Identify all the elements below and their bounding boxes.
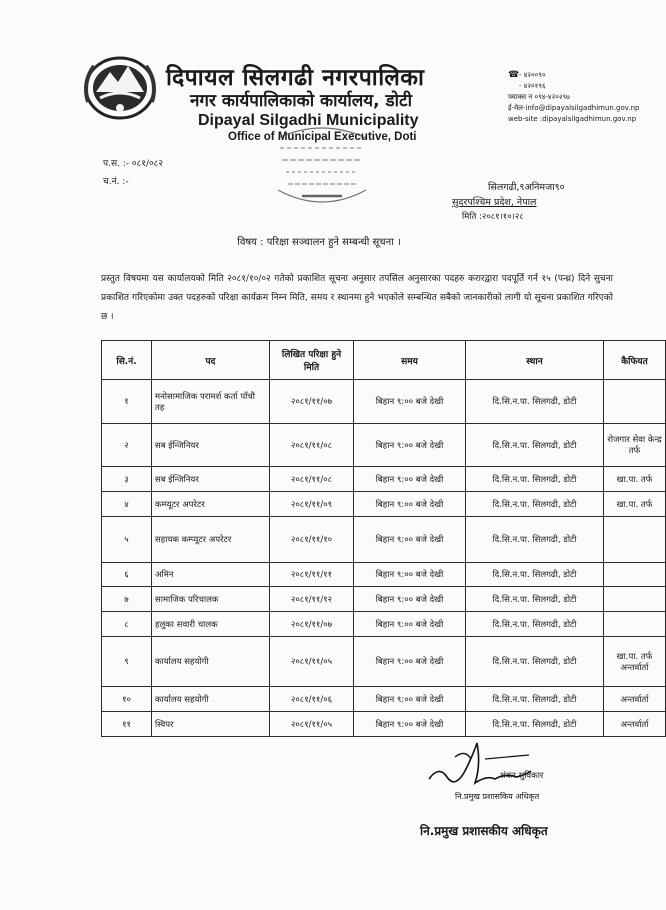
reference-cn: च.नं. :- <box>103 177 129 187</box>
cell-time: बिहान ९:०० बजे देखी <box>354 687 466 712</box>
cell-place: दि.सि.न.पा. सिलगढी, डोटी <box>466 467 604 492</box>
cell-place: दि.सि.न.पा. सिलगढी, डोटी <box>466 424 604 467</box>
cell-time: बिहान ९:०० बजे देखी <box>354 492 466 517</box>
cell-sn: ९ <box>102 637 152 687</box>
table-row <box>102 687 666 712</box>
cell-place: दि.सि.न.पा. सिलगढी, डोटी <box>466 587 604 612</box>
cell-place: दि.सि.न.पा. सिलगढी, डोटी <box>466 517 604 563</box>
cell-post: सहायक कम्प्यूटर अपरेटर <box>152 517 270 563</box>
cell-date: २०८१/११/१० <box>270 517 354 563</box>
cell-date: २०८१/११/११ <box>270 563 354 587</box>
cell-date: २०८१/११/०७ <box>270 380 354 424</box>
header-place: स्थान <box>466 341 604 380</box>
cell-sn: २ <box>102 424 152 467</box>
address-province: सुदरपश्चिम प्रदेश, नेपाल <box>452 197 537 208</box>
cell-post: अमिन <box>152 563 270 587</box>
cell-remarks <box>604 517 666 563</box>
cell-remarks: अन्तर्वार्ता <box>604 712 666 737</box>
header-post: पद <box>152 341 270 380</box>
cell-place: दि.सि.न.पा. सिलगढी, डोटी <box>466 563 604 587</box>
cell-time: बिहान ९:०० बजे देखी <box>354 637 466 687</box>
header-time: समय <box>354 341 466 380</box>
cell-post: मनोसामाजिक परामर्श कर्ता पाँचौ तह <box>152 380 270 424</box>
phone-icon: ☎ <box>508 70 520 80</box>
office-title-english: Dipayal Silgadhi Municipality <box>198 112 419 129</box>
cell-place: दि.सि.न.पा. सिलगढी, डोटी <box>466 492 604 517</box>
table-row <box>102 424 666 467</box>
cell-remarks <box>604 612 666 637</box>
address-block <box>452 180 565 225</box>
phone-line-2: - ४२०१९६ <box>519 82 546 90</box>
cell-date: २०८१/११/०८ <box>270 424 354 467</box>
cell-sn: ४ <box>102 492 152 517</box>
reference-ps: प.स. :- ०८१/०८२ <box>103 159 164 169</box>
cell-sn: ७ <box>102 587 152 612</box>
contact-block <box>508 70 640 125</box>
notice-body: प्रस्तुत विषयमा यस कार्यालयको मिति २०८१/१०/०२ गतेको प्रकाशित सूचना अनुसार तपसिल अनुसारका पदहरु करारद्वारा पदपूर्ति गर्न १५ (पन्ध्र) दिने सुचना प्रकाशित गरिएकोमा उक्त पदहरुको परिक्षा कार्यक्रम निम्न मिति, समय र स्थानमा हुने भएकोले सम्बन्धित सबैको जानकारीको लागी यो सूचना प्रकाशित गरिएको छ । <box>101 274 613 322</box>
header-remarks: कैफियत <box>604 341 666 380</box>
cell-sn: ८ <box>102 612 152 637</box>
header-sn: सि.नं. <box>102 341 152 380</box>
cell-remarks: खा.पा. तर्फ <box>604 467 666 492</box>
cell-time: बिहान ९:०० बजे देखी <box>354 712 466 737</box>
cell-date: २०८१/११/१२ <box>270 587 354 612</box>
cell-date: २०८१/११/०७ <box>270 612 354 637</box>
cell-post: कार्यालय सहयोगी <box>152 637 270 687</box>
cell-sn: ११ <box>102 712 152 737</box>
cell-time: बिहान ९:०० बजे देखी <box>354 424 466 467</box>
cell-place: दि.सि.न.पा. सिलगढी, डोटी <box>466 687 604 712</box>
cell-sn: ३ <box>102 467 152 492</box>
office-title-nepali: दिपायल सिलगढी नगरपालिका <box>166 65 425 91</box>
table-row <box>102 380 666 424</box>
cell-post: सब ईन्जिनियर <box>152 424 270 467</box>
handwritten-signature <box>425 735 535 795</box>
cell-remarks: रोजगार सेवा केन्द्र तर्फ <box>604 424 666 467</box>
cell-date: २०८१/११/०५ <box>270 712 354 737</box>
reference-block <box>103 155 163 191</box>
cell-place: दि.सि.न.पा. सिलगढी, डोटी <box>466 637 604 687</box>
cell-remarks <box>604 380 666 424</box>
office-subtitle-nepali: नगर कार्यपालिकाको कार्यालय, डोटी <box>190 91 412 111</box>
cell-remarks <box>604 563 666 587</box>
header-date: लिखित परिक्षा हुने मिति <box>270 341 354 380</box>
cell-date: २०८१/११/०८ <box>270 467 354 492</box>
cell-remarks: खा.पा. तर्फ <box>604 492 666 517</box>
table-row <box>102 492 666 517</box>
cell-remarks <box>604 587 666 612</box>
cell-remarks: अन्तर्वार्ता <box>604 687 666 712</box>
cell-post: सब ईन्जिनियर <box>152 467 270 492</box>
cell-date: २०८१/११/०९ <box>270 492 354 517</box>
table-row <box>102 612 666 637</box>
office-subtitle-english: Office of Municipal Executive, Doti <box>228 131 417 143</box>
cell-time: बिहान ९:०० बजे देखी <box>354 517 466 563</box>
phone-line-1: ☎- ४२००९० <box>508 70 546 80</box>
table-row <box>102 587 666 612</box>
cell-time: बिहान ९:०० बजे देखी <box>354 467 466 492</box>
cell-time: बिहान ९:०० बजे देखी <box>354 563 466 587</box>
office-seal-stamp <box>268 118 376 210</box>
table-row <box>102 563 666 587</box>
subject-line: विषय : परिक्षा सञ्चालन हुने सम्बन्धी सूचना । <box>237 237 401 248</box>
cell-post: हलुका सवारी चालक <box>152 612 270 637</box>
website-line: web-site :dipayalsilgadhimun.gov.np <box>508 115 637 123</box>
cell-remarks: खा.पा. तर्फ अन्तर्वार्ता <box>604 637 666 687</box>
cell-sn: १० <box>102 687 152 712</box>
cell-post: स्विपर <box>152 712 270 737</box>
address-city: सिलगढी,९अनिमजा९० <box>488 182 565 193</box>
fax-line: फ्याक्स न ०९४-४२०२९७ <box>508 93 570 101</box>
signatory-title-small: नि.प्रमुख प्रशासकिय अधिकृत <box>455 792 540 801</box>
signatory-name: शंकर सुविकार <box>500 771 544 781</box>
cell-date: २०८१/११/०५ <box>270 637 354 687</box>
cell-date: २०८१/११/०६ <box>270 687 354 712</box>
cell-post: कार्यालय सहयोगी <box>152 687 270 712</box>
letter-date: मिति :२०८१।१०।२८ <box>462 212 524 222</box>
email-line: ई-मेल-info@dipayalsilgadhimun.gov.np <box>508 104 640 112</box>
signatory-title-stamp: नि.प्रमुख प्रशासकीय अधिकृत <box>420 824 548 838</box>
table-row <box>102 467 666 492</box>
cell-time: बिहान ९:०० बजे देखी <box>354 380 466 424</box>
cell-place: दि.सि.न.पा. सिलगढी, डोटी <box>466 380 604 424</box>
table-row <box>102 517 666 563</box>
cell-sn: ६ <box>102 563 152 587</box>
cell-place: दि.सि.न.पा. सिलगढी, डोटी <box>466 612 604 637</box>
municipality-emblem-logo <box>80 52 160 122</box>
cell-time: बिहान ९:०० बजे देखी <box>354 612 466 637</box>
table-header-row <box>102 341 666 380</box>
table-row <box>102 637 666 687</box>
cell-time: बिहान ९:०० बजे देखी <box>354 587 466 612</box>
cell-sn: १ <box>102 380 152 424</box>
table-row <box>102 712 666 737</box>
exam-schedule-table <box>101 340 666 737</box>
cell-place: दि.सि.न.पा. सिलगढी, डोटी <box>466 712 604 737</box>
cell-post: सामाजिक परिचालक <box>152 587 270 612</box>
cell-post: कम्प्यूटर अपरेटर <box>152 492 270 517</box>
cell-sn: ५ <box>102 517 152 563</box>
